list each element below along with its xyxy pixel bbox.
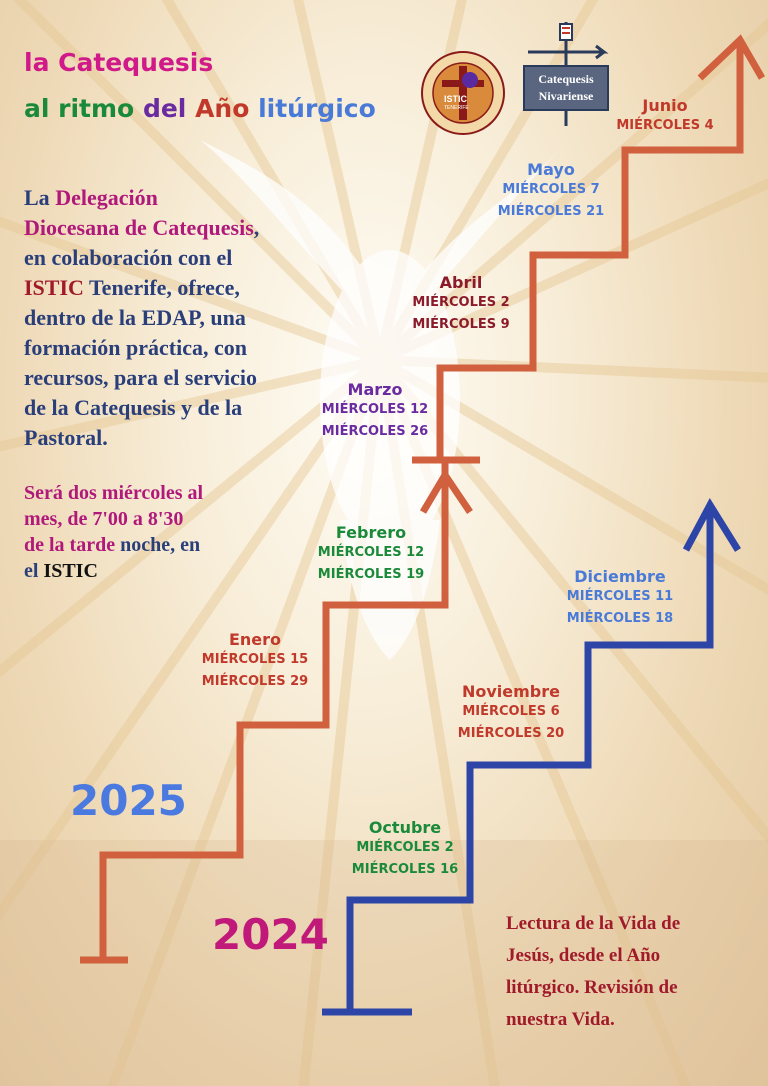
month-date: MIÉRCOLES 12	[317, 545, 425, 560]
footer-note-line: nuestra Vida.	[506, 1009, 615, 1030]
month-date: MIÉRCOLES 26	[321, 424, 429, 439]
month-date: MIÉRCOLES 12	[321, 402, 429, 417]
intro-delegacion: Delegación	[55, 185, 158, 210]
month-date: MIÉRCOLES 6	[462, 704, 560, 719]
title-word-1: al	[24, 94, 59, 123]
intro-diocesana: Diocesana de Catequesis	[24, 215, 254, 240]
year-2025-label: 2025	[70, 776, 187, 825]
schedule-istic: ISTIC	[43, 560, 98, 582]
month-name: Febrero	[335, 523, 407, 542]
schedule-text-2: dos miércoles al	[67, 482, 204, 504]
month-date: MIÉRCOLES 2	[412, 295, 510, 310]
month-name: Enero	[228, 630, 282, 649]
schedule-text-6: el	[24, 560, 44, 582]
month-date: MIÉRCOLES 20	[457, 726, 565, 741]
month-junio	[590, 96, 740, 137]
schedule-text-4: de la tarde	[24, 534, 116, 556]
month-date: MIÉRCOLES 11	[566, 589, 674, 604]
month-name: Octubre	[368, 818, 442, 837]
intro-istic: ISTIC	[24, 275, 84, 300]
footer-note-line: Lectura de la Vida de	[506, 913, 681, 934]
footer-note-line: litúrgico. Revisión de	[506, 977, 678, 998]
catequesis-logo-line-2: Nivariense	[538, 89, 594, 103]
month-name: Mayo	[527, 160, 575, 179]
month-enero	[180, 630, 330, 693]
istic-logo-subtext: TENERIFE	[444, 105, 469, 111]
month-date: MIÉRCOLES 15	[201, 652, 309, 667]
istic-logo-text: ISTIC	[444, 94, 468, 104]
intro-text-pastoral: Pastoral.	[24, 425, 108, 450]
intro-text-1: La	[24, 185, 50, 210]
month-name: Noviembre	[461, 682, 560, 701]
month-date: MIÉRCOLES 7	[502, 182, 600, 197]
month-date: MIÉRCOLES 4	[616, 118, 714, 133]
month-date: MIÉRCOLES 18	[566, 611, 674, 626]
month-diciembre	[545, 567, 695, 630]
month-name: Diciembre	[574, 567, 666, 586]
footer-note-line: Jesús, desde el Año	[506, 945, 661, 966]
intro-text-formacion: formación práctica, con	[24, 335, 247, 360]
schedule-text-3: mes, de 7'00 a 8'30	[24, 508, 184, 530]
month-name: Abril	[439, 273, 483, 292]
intro-text-colaboracion: en colaboración con el	[24, 245, 233, 270]
month-name: Junio	[642, 96, 688, 115]
month-date: MIÉRCOLES 9	[412, 317, 510, 332]
footer-note	[506, 908, 756, 1036]
month-name: Marzo	[347, 380, 403, 399]
intro-text-catequesis: de la Catequesis y de la	[24, 395, 243, 420]
schedule-text-1: Será	[24, 482, 68, 504]
title-word-5: litúrgico	[258, 94, 376, 123]
month-abril	[386, 273, 536, 336]
month-date: MIÉRCOLES 16	[351, 862, 459, 877]
year-2024-label: 2024	[212, 910, 329, 959]
month-mayo	[476, 160, 626, 223]
month-date: MIÉRCOLES 21	[497, 204, 605, 219]
intro-text-edap: dentro de la EDAP, una	[24, 305, 246, 330]
month-date: MIÉRCOLES 29	[201, 674, 309, 689]
title-word-3: del	[142, 94, 196, 123]
intro-text-tenerife: Tenerife, ofrece,	[83, 275, 240, 300]
intro-comma: ,	[253, 215, 260, 240]
month-noviembre	[436, 682, 586, 745]
month-octubre	[330, 818, 480, 881]
month-marzo	[300, 380, 450, 443]
title-word-4: Año	[195, 94, 259, 123]
title-word-2: ritmo	[58, 94, 143, 123]
month-date: MIÉRCOLES 2	[356, 840, 454, 855]
schedule-text-5: noche, en	[115, 534, 201, 556]
catequesis-logo-line-1: Catequesis	[538, 72, 594, 86]
intro-text-recursos: recursos, para el servicio	[24, 365, 257, 390]
month-date: MIÉRCOLES 19	[317, 567, 425, 582]
month-febrero	[296, 523, 446, 586]
title-line-1: la Catequesis	[24, 48, 214, 77]
